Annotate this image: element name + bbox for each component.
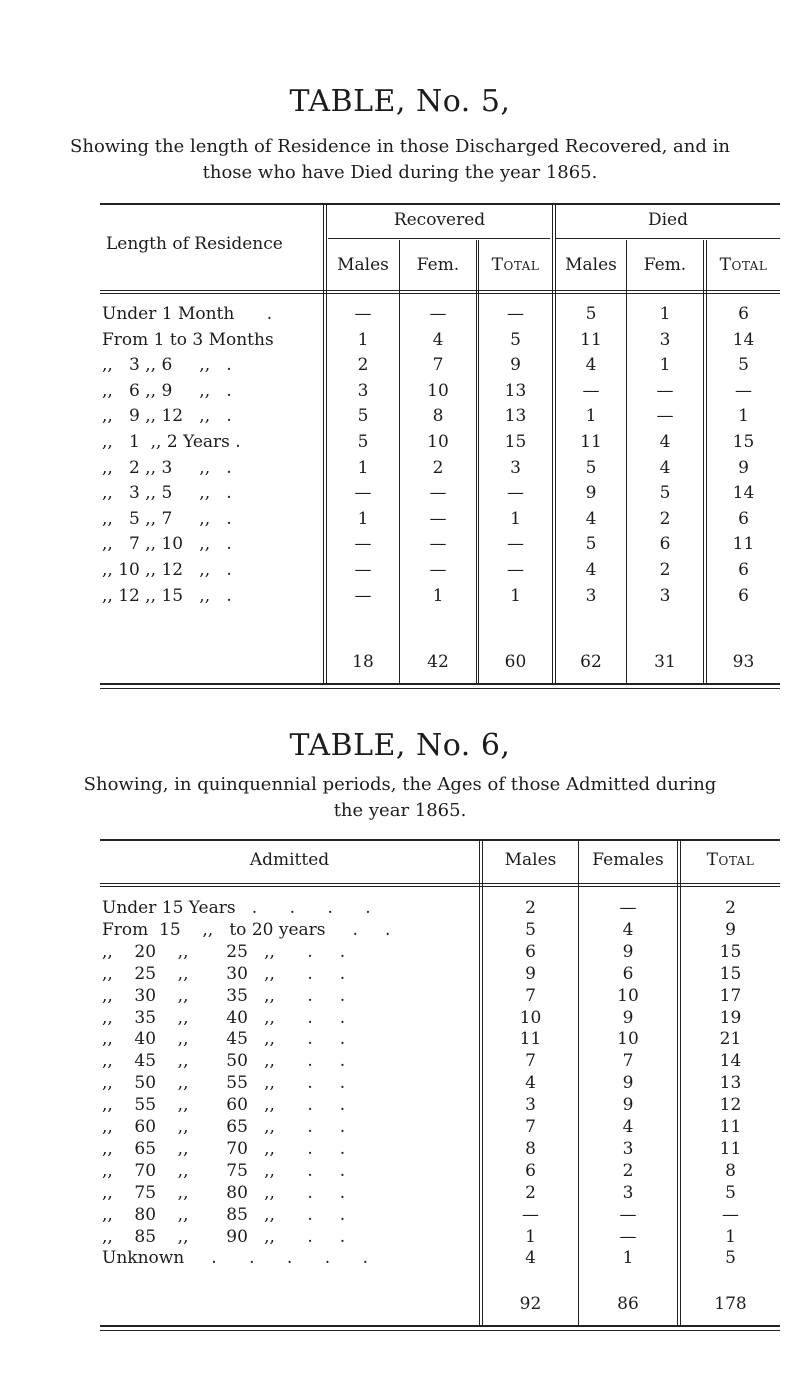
table5-header-rec-fem: Fem. <box>416 255 460 275</box>
table6-cell: — <box>619 898 637 918</box>
table6-cell: 9 <box>525 964 536 984</box>
table6-top-rule <box>100 839 780 841</box>
table6-cell: 9 <box>725 920 736 940</box>
table5-total-rec-total: 60 <box>504 652 527 672</box>
table5-cell: 3 <box>659 330 671 350</box>
table5-cell: 13 <box>504 381 527 401</box>
table6-row-label: Under 15 Years . . . . <box>102 898 371 918</box>
table5-bottom-rule <box>100 683 780 685</box>
table5-cell: — <box>735 381 752 401</box>
table6-cell: 7 <box>525 986 536 1006</box>
table5-cell: 11 <box>580 330 602 350</box>
table6-row-label: ,, 25 ,, 30 ,, . . <box>102 964 346 984</box>
table5-cell: 4 <box>585 560 597 580</box>
table6-header-females: Females <box>592 850 664 870</box>
table6-cell: 4 <box>525 1248 536 1268</box>
table6-cell: 12 <box>719 1095 742 1115</box>
table5-cell: 10 <box>427 381 449 401</box>
table6-row-label: ,, 70 ,, 75 ,, . . <box>102 1161 346 1181</box>
table6-bottom-rule-2 <box>100 1330 780 1331</box>
table5-header-died-total: Total <box>719 255 768 275</box>
table5-subtitle-line2: those who have Died during the year 1865. <box>202 162 598 183</box>
table6-header-rule <box>100 883 780 884</box>
table6-row-label: ,, 45 ,, 50 ,, . . <box>102 1051 346 1071</box>
table5-row-label: ,, 7 ,, 10 ,, . <box>102 534 232 554</box>
table5-cell: 2 <box>659 560 671 580</box>
table6-row-label: Unknown . . . . . <box>102 1248 368 1268</box>
table5-row-label: Under 1 Month . <box>102 304 273 324</box>
table5-cell: 4 <box>659 432 671 452</box>
table6-cell: — <box>522 1205 539 1225</box>
table5-cell: — <box>507 560 524 580</box>
table5-row-label: From 1 to 3 Months <box>102 330 274 350</box>
table5-cell: — <box>429 483 447 503</box>
table5-cell: — <box>354 534 372 554</box>
table6-cell: 1 <box>622 1248 634 1268</box>
table5-total-died-males: 62 <box>580 652 602 672</box>
table5-cell: — <box>582 381 600 401</box>
table6-header-total: Total <box>706 850 755 870</box>
table6-cell: 7 <box>525 1117 536 1137</box>
table6-cell: 7 <box>525 1051 536 1071</box>
table6-cell: 2 <box>525 1183 536 1203</box>
table6-cell: 5 <box>725 1248 736 1268</box>
table5-cell: 4 <box>432 330 444 350</box>
table6-row-label: ,, 50 ,, 55 ,, . . <box>102 1073 346 1093</box>
table5-total-rec-fem: 42 <box>427 652 449 672</box>
table6-cell: 4 <box>525 1073 536 1093</box>
table6-cell: — <box>619 1205 637 1225</box>
table6-row-label: ,, 65 ,, 70 ,, . . <box>102 1139 346 1159</box>
table6-cell: 10 <box>617 1029 639 1049</box>
table6-cell: 5 <box>525 920 536 940</box>
table5-vrule <box>476 240 477 683</box>
table5-cell: 7 <box>432 355 444 375</box>
table5-row-label: ,, 3 ,, 5 ,, . <box>102 483 232 503</box>
table5-vrule <box>323 205 324 683</box>
table5-cell: — <box>429 534 447 554</box>
table5-cell: — <box>429 509 447 529</box>
table6-header-admitted: Admitted <box>249 850 330 870</box>
table6-vrule <box>677 841 678 1325</box>
table5-cell: — <box>354 560 372 580</box>
table6-header-rule-2 <box>100 886 780 887</box>
table5-cell: 1 <box>510 586 521 606</box>
table5-cell: 5 <box>357 406 369 426</box>
table5-row-label: ,, 10 ,, 12 ,, . <box>102 560 232 580</box>
table5-header-subrule-recovered <box>328 238 550 239</box>
table6-cell: 6 <box>525 1161 536 1181</box>
table5-cell: 2 <box>659 509 671 529</box>
table5-row-label: ,, 6 ,, 9 ,, . <box>102 381 232 401</box>
table6-cell: 5 <box>725 1183 736 1203</box>
table6-subtitle-line1: Showing, in quinquennial periods, the Ages of those Admitted during <box>83 774 717 795</box>
table6-cell: 2 <box>525 898 536 918</box>
table6-row-label: ,, 75 ,, 80 ,, . . <box>102 1183 346 1203</box>
table5-header-rule <box>100 290 780 291</box>
table6-total-total: 178 <box>714 1294 747 1314</box>
table6-cell: — <box>722 1205 739 1225</box>
table6-row-label: ,, 20 ,, 25 ,, . . <box>102 942 346 962</box>
table5-cell: 6 <box>659 534 671 554</box>
table5-header-rec-total: Total <box>491 255 540 275</box>
table5-cell: 1 <box>510 509 521 529</box>
table5-cell: 1 <box>659 304 671 324</box>
table5-cell: 10 <box>427 432 449 452</box>
table5-cell: 3 <box>659 586 671 606</box>
table5-vrule <box>703 240 704 683</box>
table6-cell: 9 <box>622 1073 634 1093</box>
table6-cell: 15 <box>719 964 742 984</box>
table5-cell: 11 <box>580 432 602 452</box>
table5-cell: 9 <box>738 458 749 478</box>
table6-cell: 7 <box>622 1051 634 1071</box>
table6-row-label: ,, 80 ,, 85 ,, . . <box>102 1205 346 1225</box>
table5-cell: — <box>354 304 372 324</box>
table5-cell: 1 <box>738 406 749 426</box>
table5-cell: 4 <box>585 509 597 529</box>
table5-cell: 8 <box>432 406 444 426</box>
table5-header-died-fem: Fem. <box>643 255 687 275</box>
table5-header-rec-males: Males <box>337 255 389 275</box>
table5-header-recovered: Recovered <box>393 210 486 230</box>
table5-cell: 9 <box>510 355 521 375</box>
table6-cell: 4 <box>622 1117 634 1137</box>
table5-cell: 1 <box>357 509 369 529</box>
table6-cell: 10 <box>519 1008 542 1028</box>
table6-bottom-rule <box>100 1325 780 1327</box>
table6-cell: 19 <box>719 1008 742 1028</box>
table6-cell: 10 <box>617 986 639 1006</box>
table6-cell: 1 <box>525 1227 536 1247</box>
table6-cell: 2 <box>622 1161 634 1181</box>
table6-cell: 9 <box>622 1095 634 1115</box>
table6-cell: 11 <box>719 1139 742 1159</box>
table5-cell: — <box>354 586 372 606</box>
table5-cell: — <box>429 304 447 324</box>
table5-cell: 13 <box>504 406 527 426</box>
table5-cell: 6 <box>738 586 749 606</box>
table5-row-label: ,, 12 ,, 15 ,, . <box>102 586 232 606</box>
table5-cell: 1 <box>357 458 369 478</box>
table5-subtitle-line1: Showing the length of Residence in those Discharged Recovered, and in <box>70 136 730 157</box>
table6-cell: 14 <box>719 1051 742 1071</box>
table6-row-label: ,, 40 ,, 45 ,, . . <box>102 1029 346 1049</box>
table5-cell: 5 <box>738 355 749 375</box>
table5-cell: 3 <box>585 586 597 606</box>
table5-header-length: Length of Residence <box>106 234 283 254</box>
table5-top-rule <box>100 203 780 205</box>
table5-cell: — <box>507 483 524 503</box>
table6-total-males: 92 <box>519 1294 542 1314</box>
table6-title: TABLE, No. 6, <box>289 728 511 763</box>
table5-cell: 6 <box>738 304 749 324</box>
table5-cell: 14 <box>732 483 755 503</box>
table5-cell: 5 <box>585 458 597 478</box>
table5-vrule <box>552 205 553 683</box>
table6-cell: 13 <box>719 1073 742 1093</box>
table5-total-died-total: 93 <box>732 652 755 672</box>
table5-header-subrule-died <box>556 238 780 239</box>
table6-row-label: ,, 35 ,, 40 ,, . . <box>102 1008 346 1028</box>
table6-row-label: ,, 30 ,, 35 ,, . . <box>102 986 346 1006</box>
table6-cell: 8 <box>725 1161 736 1181</box>
table5-cell: 4 <box>585 355 597 375</box>
table5-cell: 1 <box>432 586 444 606</box>
table5-cell: — <box>354 483 372 503</box>
table5-cell: 3 <box>357 381 369 401</box>
table5-header-died-males: Males <box>565 255 617 275</box>
table6-cell: 9 <box>622 942 634 962</box>
table5-cell: 6 <box>738 560 749 580</box>
table6-cell: 17 <box>719 986 742 1006</box>
table6-cell: 3 <box>622 1183 634 1203</box>
table5-header-rule-2 <box>100 293 780 294</box>
table5-cell: — <box>429 560 447 580</box>
table5-cell: 9 <box>585 483 597 503</box>
table5-cell: 6 <box>738 509 749 529</box>
table6-cell: 11 <box>719 1117 742 1137</box>
table6-cell: 9 <box>622 1008 634 1028</box>
table5-cell: 15 <box>732 432 755 452</box>
table6-cell: 4 <box>622 920 634 940</box>
table5-cell: 5 <box>659 483 671 503</box>
table5-row-label: ,, 9 ,, 12 ,, . <box>102 406 232 426</box>
table6-cell: 2 <box>725 898 736 918</box>
table5-total-died-fem: 31 <box>654 652 676 672</box>
table6-cell: 6 <box>525 942 536 962</box>
table6-vrule <box>479 841 480 1325</box>
table5-cell: — <box>507 534 524 554</box>
table5-row-label: ,, 3 ,, 6 ,, . <box>102 355 232 375</box>
table6-cell: 11 <box>519 1029 542 1049</box>
table6-cell: 3 <box>525 1095 536 1115</box>
table6-cell: 3 <box>622 1139 634 1159</box>
table5-header-died: Died <box>647 210 688 230</box>
table6-cell: 1 <box>725 1227 736 1247</box>
table6-total-females: 86 <box>617 1294 639 1314</box>
table5-bottom-rule-2 <box>100 688 780 689</box>
table5-row-label: ,, 5 ,, 7 ,, . <box>102 509 232 529</box>
table6-row-label: ,, 60 ,, 65 ,, . . <box>102 1117 346 1137</box>
table6-cell: 8 <box>525 1139 536 1159</box>
table6-row-label: ,, 85 ,, 90 ,, . . <box>102 1227 346 1247</box>
table5-total-rec-males: 18 <box>352 652 374 672</box>
table5-cell: 5 <box>585 534 597 554</box>
table5-cell: — <box>656 381 674 401</box>
table5-cell: 2 <box>432 458 444 478</box>
table6-header-males: Males <box>504 850 557 870</box>
table6-cell: — <box>619 1227 637 1247</box>
table5-cell: 2 <box>357 355 369 375</box>
table6-row-label: ,, 55 ,, 60 ,, . . <box>102 1095 346 1115</box>
table5-row-label: ,, 1 ,, 2 Years . <box>102 432 241 452</box>
table5-cell: 15 <box>504 432 527 452</box>
table5-row-label: ,, 2 ,, 3 ,, . <box>102 458 232 478</box>
table5-cell: 5 <box>585 304 597 324</box>
table6-cell: 6 <box>622 964 634 984</box>
table6-row-label: From 15 ,, to 20 years . . <box>102 920 391 940</box>
table5-cell: 3 <box>510 458 521 478</box>
table5-cell: 1 <box>659 355 671 375</box>
table5-cell: 11 <box>732 534 755 554</box>
table5-cell: 5 <box>510 330 521 350</box>
table5-cell: 14 <box>732 330 755 350</box>
table5-cell: 4 <box>659 458 671 478</box>
table6-cell: 21 <box>719 1029 742 1049</box>
table5-cell: — <box>656 406 674 426</box>
table5-cell: 1 <box>357 330 369 350</box>
table5-cell: 1 <box>585 406 597 426</box>
table5-title: TABLE, No. 5, <box>289 84 511 119</box>
table5-cell: 5 <box>357 432 369 452</box>
table6-subtitle-line2: the year 1865. <box>333 800 467 821</box>
table6-cell: 15 <box>719 942 742 962</box>
table5-cell: — <box>507 304 524 324</box>
